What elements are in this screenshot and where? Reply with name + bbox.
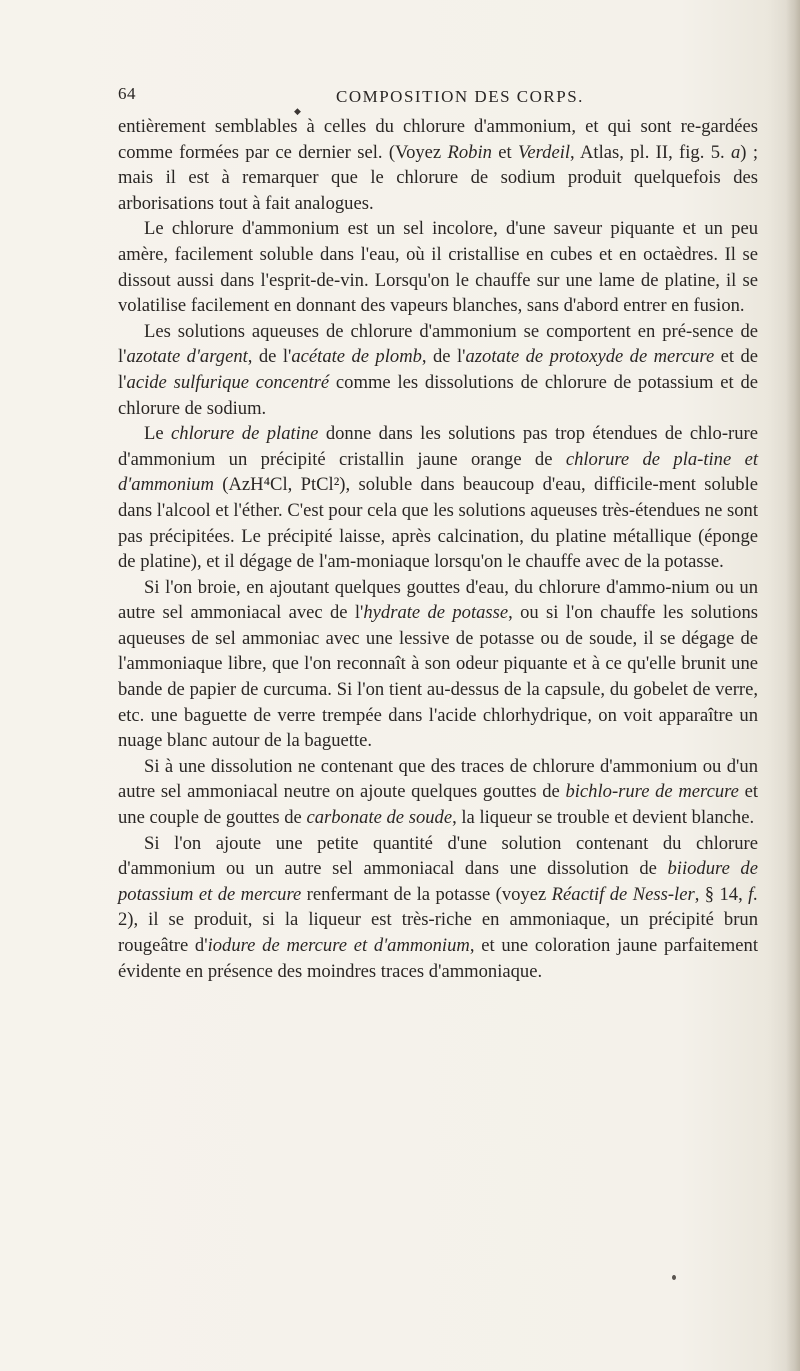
italic-text: azotate d'argent	[126, 346, 248, 368]
page-edge-shadow	[786, 0, 800, 1371]
italic-text: Verdeil	[518, 141, 571, 163]
italic-text: azotate de protoxyde de mercure	[465, 346, 715, 368]
page-header	[118, 84, 758, 108]
text-run: , et une coloration jaune parfaitement évidente en présence des moindres traces d'ammoniaque.	[118, 935, 758, 982]
italic-text: chlorure de pla-tine et d'ammonium	[118, 448, 758, 496]
text-run: Si à une dissolution ne contenant que des traces de chlorure d'ammonium ou d'un autre sel ammoniacal neutre on ajoute quelques gouttes de	[118, 755, 758, 803]
body-text	[118, 114, 758, 984]
paragraph	[118, 754, 758, 831]
paragraph	[118, 575, 758, 754]
text-run: , de l'	[247, 346, 292, 368]
running-head: COMPOSITION DES CORPS.	[336, 87, 584, 106]
text-run: entièrement semblables à celles du chlorure d'ammonium, et qui sont re-gardées comme formées par ce dernier sel. (Voyez	[118, 116, 758, 163]
italic-text: hydrate de potasse	[363, 602, 509, 624]
text-run: Les solutions aqueuses de chlorure d'ammonium se comportent en pré-sence de l'	[118, 320, 758, 368]
text-run: Si l'on ajoute une petite quantité d'une solution contenant du chlorure d'ammonium ou un autre sel ammoniacal dans une dissolution de	[118, 832, 758, 880]
paragraph	[118, 421, 758, 575]
text-run: comme les dissolutions de chlorure de potassium et de chlorure de sodium.	[118, 371, 759, 419]
text-run: Le chlorure d'ammonium est un sel incolore, d'une saveur piquante et un peu amère, facilement soluble dans l'eau, où il cristallise en cubes et en octaèdres. Il se dissout aussi dans l'esprit-de-vin. Lorsqu'on le chauffe sur une lame de platine, il se volatilise facilement en donnant des vapeurs blanches, sans d'abord entrer en fusion.	[118, 218, 758, 317]
italic-text: acide sulfurique concentré	[126, 371, 330, 393]
text-run: , de l'	[421, 346, 466, 368]
italic-text: acétate de plomb	[291, 346, 422, 368]
italic-text: bichlo-rure de mercure	[565, 781, 739, 803]
italic-text: carbonate de soude	[306, 807, 453, 829]
italic-text: chlorure de platine	[171, 423, 319, 445]
ink-mark: ◆	[294, 106, 301, 116]
text-run: 2), il se produit, si la liqueur est très-riche en ammoniaque, un précipité brun rougeâtre d'	[118, 909, 758, 956]
italic-text: iodure de mercure et d'ammonium	[207, 935, 470, 956]
text-run: donne dans les solutions pas trop étendues de chlo-rure d'ammonium un précipité cristallin jaune orange de	[118, 423, 758, 470]
text-run: , Atlas, pl. II, fig. 5.	[570, 141, 731, 163]
text-run: et	[491, 141, 519, 163]
text-run: et de l'	[118, 346, 759, 393]
text-run: ) ; mais il est à remarquer que le chlorure de sodium produit quelquefois des arborisations tout à fait analogues.	[118, 141, 758, 214]
paragraph	[118, 216, 758, 318]
text-run: , § 14,	[694, 883, 749, 905]
text-run: Si l'on broie, en ajoutant quelques gouttes d'eau, du chlorure d'ammo-nium ou un autre sel ammoniacal avec de l'	[118, 576, 758, 624]
text-run: renfermant de la potasse (voyez	[301, 883, 552, 905]
text-run: Le	[144, 423, 172, 445]
italic-text: biiodure de potassium et de mercure	[118, 858, 758, 905]
paragraph	[118, 114, 758, 216]
page-number: 64	[118, 84, 136, 103]
paragraph	[118, 319, 758, 421]
text-run: (AzH⁴Cl, PtCl²), soluble dans beaucoup d'eau, difficile-ment soluble dans l'alcool et l'éther. C'est pour cela que les solutions aqueuses très-étendues ne sont pas précipitées. Le précipité laisse, après calcination, du platine métallique (éponge de platine), et il dégage de l'am-moniaque lorsqu'on le chauffe avec de la potasse.	[118, 474, 759, 573]
italic-text: f.	[748, 883, 758, 905]
italic-text: Robin	[447, 141, 492, 163]
text-run: , la liqueur se trouble et devient blanche.	[452, 807, 755, 829]
italic-text: Réactif de Ness-ler	[551, 883, 695, 905]
ink-spot	[672, 1275, 676, 1280]
italic-text: a	[730, 141, 741, 163]
text-run: et une couple de gouttes de	[118, 781, 759, 829]
paragraph	[118, 831, 758, 985]
text-run: , ou si l'on chauffe les solutions aqueuses de sel ammoniac avec une lessive de potasse ou de soude, il se dégage de l'ammoniaque libre, que l'on reconnaît à son odeur piquante et à ce qu'elle brunit une bande de papier de curcuma. Si l'on tient au-dessus de la capsule, du gobelet de verre, etc. une baguette de verre trempée dans l'acide chlorhydrique, on voit apparaître un nuage blanc autour de la baguette.	[118, 602, 758, 752]
